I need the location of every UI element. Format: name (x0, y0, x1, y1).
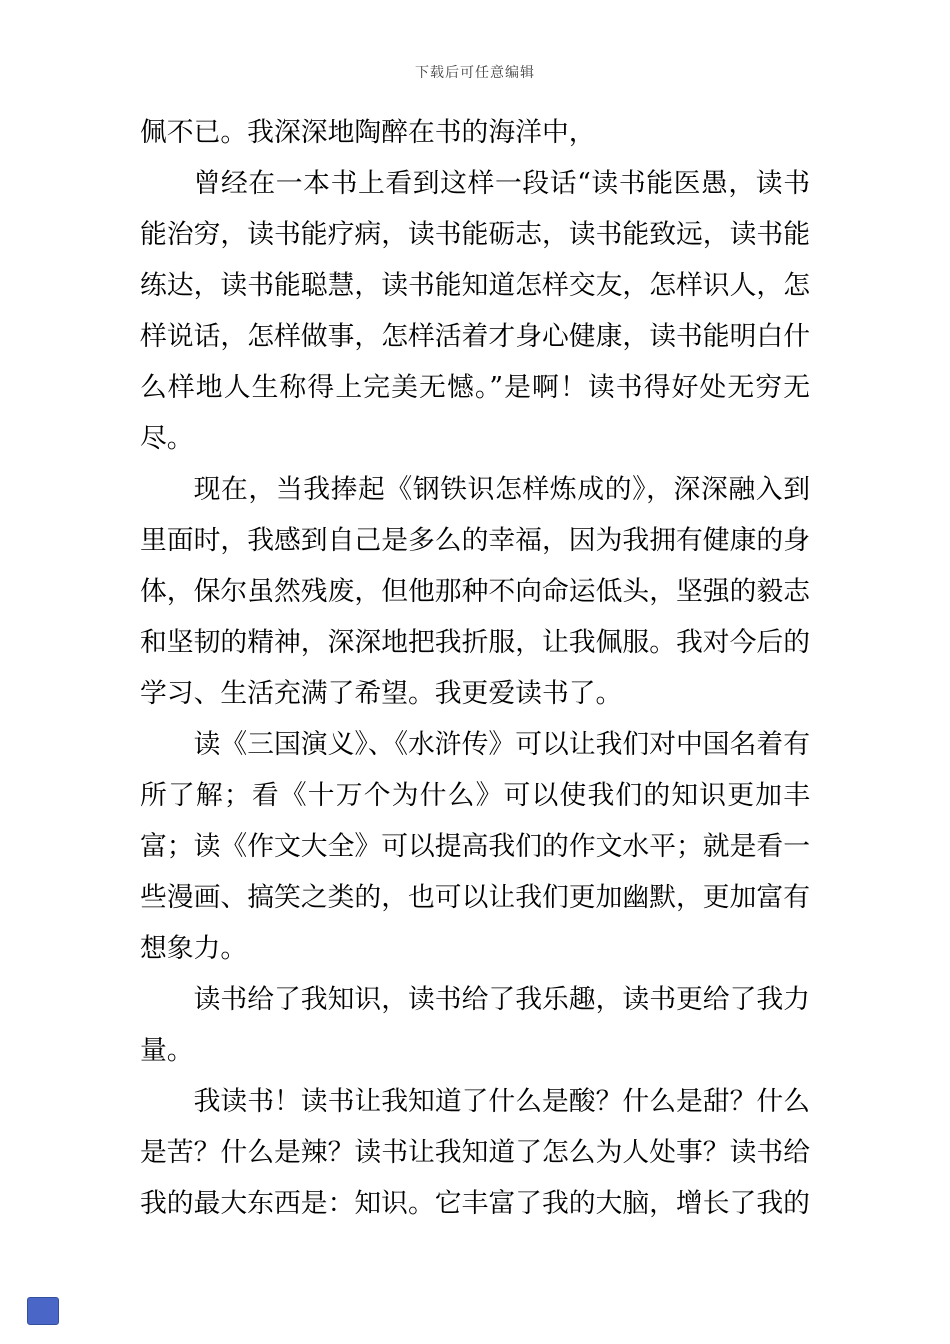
paragraph: 读《三国演义》、《水浒传》可以让我们对中国名着有所了解；看《十万个为什么》可以使我们的知识更加丰富；读《作文大全》可以提高我们的作文水平；就是看一些漫画、搞笑之类的，也可以让我们更加幽默，更加富有想象力。 (140, 729, 810, 964)
document-body (140, 107, 810, 1229)
paragraph: 读书给了我知识，读书给了我乐趣，读书更给了我力量。 (140, 984, 810, 1066)
corner-logo-icon (27, 1297, 59, 1325)
paragraph: 现在，当我捧起《钢铁识怎样炼成的》，深深融入到里面时，我感到自己是多么的幸福，因为我拥有健康的身体，保尔虽然残废，但他那种不向命运低头，坚强的毅志和坚韧的精神，深深地把我折服，让我佩服。我对今后的学习、生活充满了希望。我更爱读书了。 (140, 474, 810, 709)
header-watermark: 下载后可任意编辑 (415, 65, 535, 81)
paragraph: 曾经在一本书上看到这样一段话“读书能医愚，读书能治穷，读书能疗病，读书能砺志，读书能致远，读书能练达，读书能聪慧，读书能知道怎样交友，怎样识人，怎样说话，怎样做事，怎样活着才身心健康，读书能明白什么样地人生称得上完美无憾。”是啊！读书得好处无穷无尽。 (140, 168, 810, 454)
paragraph: 我读书！读书让我知道了什么是酸？什么是甜？什么是苦？什么是辣？读书让我知道了怎么为人处事？读书给我的最大东西是：知识。它丰富了我的大脑，增长了我的 (140, 1086, 810, 1219)
paragraph: 佩不已。我深深地陶醉在书的海洋中， (140, 117, 596, 148)
